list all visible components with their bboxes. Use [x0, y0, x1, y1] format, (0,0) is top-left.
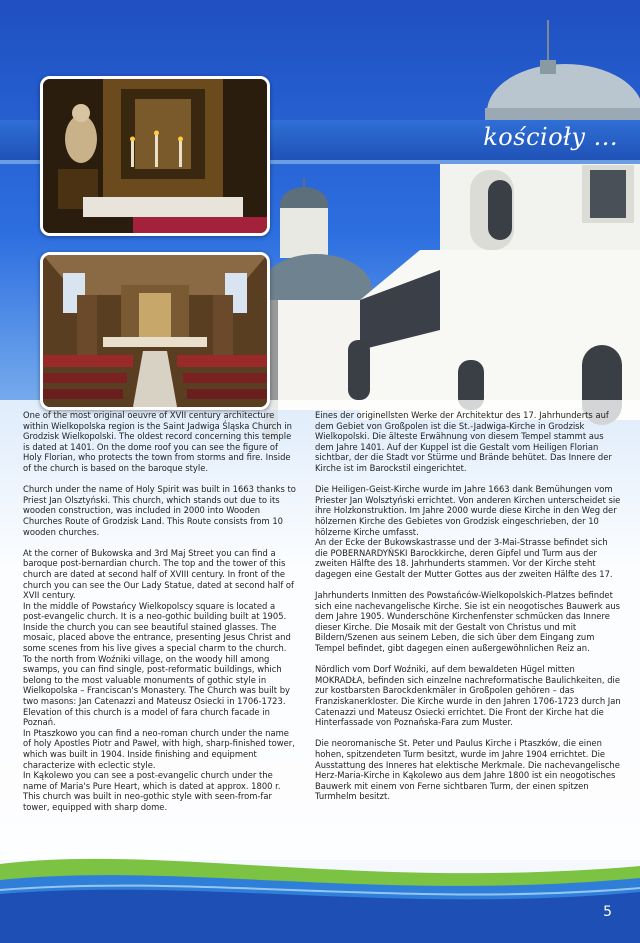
german-paragraph-ptaszkowo: Die neoromanische St. Peter und Paulus Kirche i Ptaszków, die einen hohen, spitzendeten Turm besitzt, wurde im Jahre 1904 errichtet. Die Ausstattung des Inneres hat elektische Merkmale. Die nachevangelische Herz-Maria-Kirche in Kąkolewo aus dem Jahre 1800 ist ein neogotisches Bauwerk mit einem von Ferne sichtbaren Turm, der einen spitzen Turmhelm besitzt. [315, 738, 620, 802]
english-paragraph-bernardian: At the corner of Bukowska and 3rd Maj Street you can find a baroque post-bernardian church. The top and the tower of this church are dated at second half of XVIII century. In front of the church you can see the Our Lady Statue, dated at second half of XVII century. [23, 547, 295, 601]
section-title: kościoły ... [483, 123, 618, 151]
bottom-wave-decoration [0, 850, 640, 943]
interior-photo-illustration [43, 255, 267, 407]
english-paragraph-jadwiga: One of the most original oeuvre of XVII century architecture within Wielkopolska region is the Saint Jadwiga Śląska Church in Grodzisk Wielkopolski. The oldest record concerning this temple is dated at 1401. On the dome roof you can see the figure of Holy Florian, who protects the town from storms and fire. Inside of the church is based on the baroque style. [23, 410, 292, 473]
german-text-column [315, 410, 621, 813]
interior-photo [40, 252, 270, 410]
altar-photo-illustration [43, 79, 267, 233]
german-paragraph-franciscan: Nördlich vom Dorf Woźniki, auf dem bewaldeten Hügel mitten MOKRADŁA, befinden sich einzelne nachreformatische Baulichkeiten, die zur kostbarsten Barockdenkmäler in Großpolen gehören – das Franziskanerkloster. Die Kirche wurde in den Jahren 1706-1723 durch Jan Catenazzi und Mateusz Osiecki errichtet. Die Front der Kirche hat die Hinterfassade von Poznańska-Fara zum Muster. [315, 664, 621, 728]
page-number: 5 [603, 904, 612, 920]
english-paragraph-kakolewo: In Kąkolewo you can see a post-evangelic church under the name of Maria's Pure Heart, which is dated at approx. 1800 r. This church was built in neo-gothic style with seen-from-far tower, equipped with sharp dome. [23, 770, 281, 812]
english-text-column [23, 410, 297, 813]
altar-photo [40, 76, 270, 236]
german-paragraph-post-evangelic: Jahrhunderts Inmitten des Powstańców-Wielkopolskich-Platzes befindet sich eine nachevangelische Kirche. Sie ist ein neogotisches Bauwerk aus dem Jahre 1905. Wunderschöne Kirchenfenster schmücken das Innere dieser Kirche. Die Mosaik mit der Gestalt von Christus und mit Bildern/Szenen aus seinem Leben, die sich über dem Eingang zum Tempel befindet, gibt dagegen einen außergewöhnlichen Reiz an. [315, 590, 621, 654]
german-paragraph-holy-spirit: Die Heiligen-Geist-Kirche wurde im Jahre 1663 dank Bemühungen vom Priester Jan Wolsztyński errichtet. Von anderen Kirchen unterscheidet sie ihre Holzkonstruktion. Im Jahre 2000 wurde diese Kirche in den Weg der hölzernen Kirche des Gebietes von Grodzisk eingeschrieben, der 10 hölzerne Kirche umfasst. [315, 484, 621, 537]
english-paragraph-post-evangelic: In the middle of Powstańcy Wielkopolscy square is located a post-evangelic church. It is a neo-gothic building built at 1905. Inside the church you can see beautiful stained glasses. The mosaic, placed above the entrance, presenting Jesus Christ and some scenes from his live gives a special charm to the church. [23, 600, 291, 654]
english-paragraph-holy-spirit: Church under the name of Holy Spirit was built in 1663 thanks to Priest Jan Olsztyński. This church, which stands out due to its wooden construction, was included in 2000 into Wooden Churches Route of Grodzisk Land. This Route consists from 10 wooden churches. [23, 484, 296, 537]
english-paragraph-franciscan: To the north from Woźniki village, on the woody hill among swamps, you can find single, post-reformatic buildings, which belong to the most valuable monuments of gothic style in Wielkopolska – Franciscan's Monastery. The Church was built by two masons: Jan Catenazzi and Mateusz Osiecki in 1706-1723. Elevation of this church is a model of fara church facade in Poznań. [23, 653, 290, 728]
english-paragraph-ptaszkowo: In Ptaszkowo you can find a neo-roman church under the name of holy Apostles Piotr and Paweł, with high, sharp-finished tower, which was built in 1904. Inside finishing and equipment characterize with eclectic style. [23, 727, 295, 770]
german-paragraph-jadwiga: Eines der originellsten Werke der Architektur des 17. Jahrhunderts auf dem Gebiet von Großpolen ist die St.-Jadwiga-Kirche in Grodzisk Wielkopolski. Die älteste Erwähnung von diesem Tempel stammt aus dem Jahre 1401. Auf der Kuppel ist die Gestalt vom Heiligen Florian sichtbar, der die Stadt vor Stürme und Brände behütet. Das Innere der Kirche ist im Barockstil eingerichtet. [315, 410, 612, 473]
german-paragraph-bernardian: An der Ecke der Bukowskastrasse und der 3-Mai-Strasse befindet sich die POBERNARDYŃSKI Barockkirche, deren Gipfel und Turm aus der zweiten Hälfte des 18. Jahrhunderts stammen. Vor der Kirche steht dagegen eine Gestalt der Mutter Gottes aus der zweiten Hälfte des 17. [315, 537, 613, 579]
